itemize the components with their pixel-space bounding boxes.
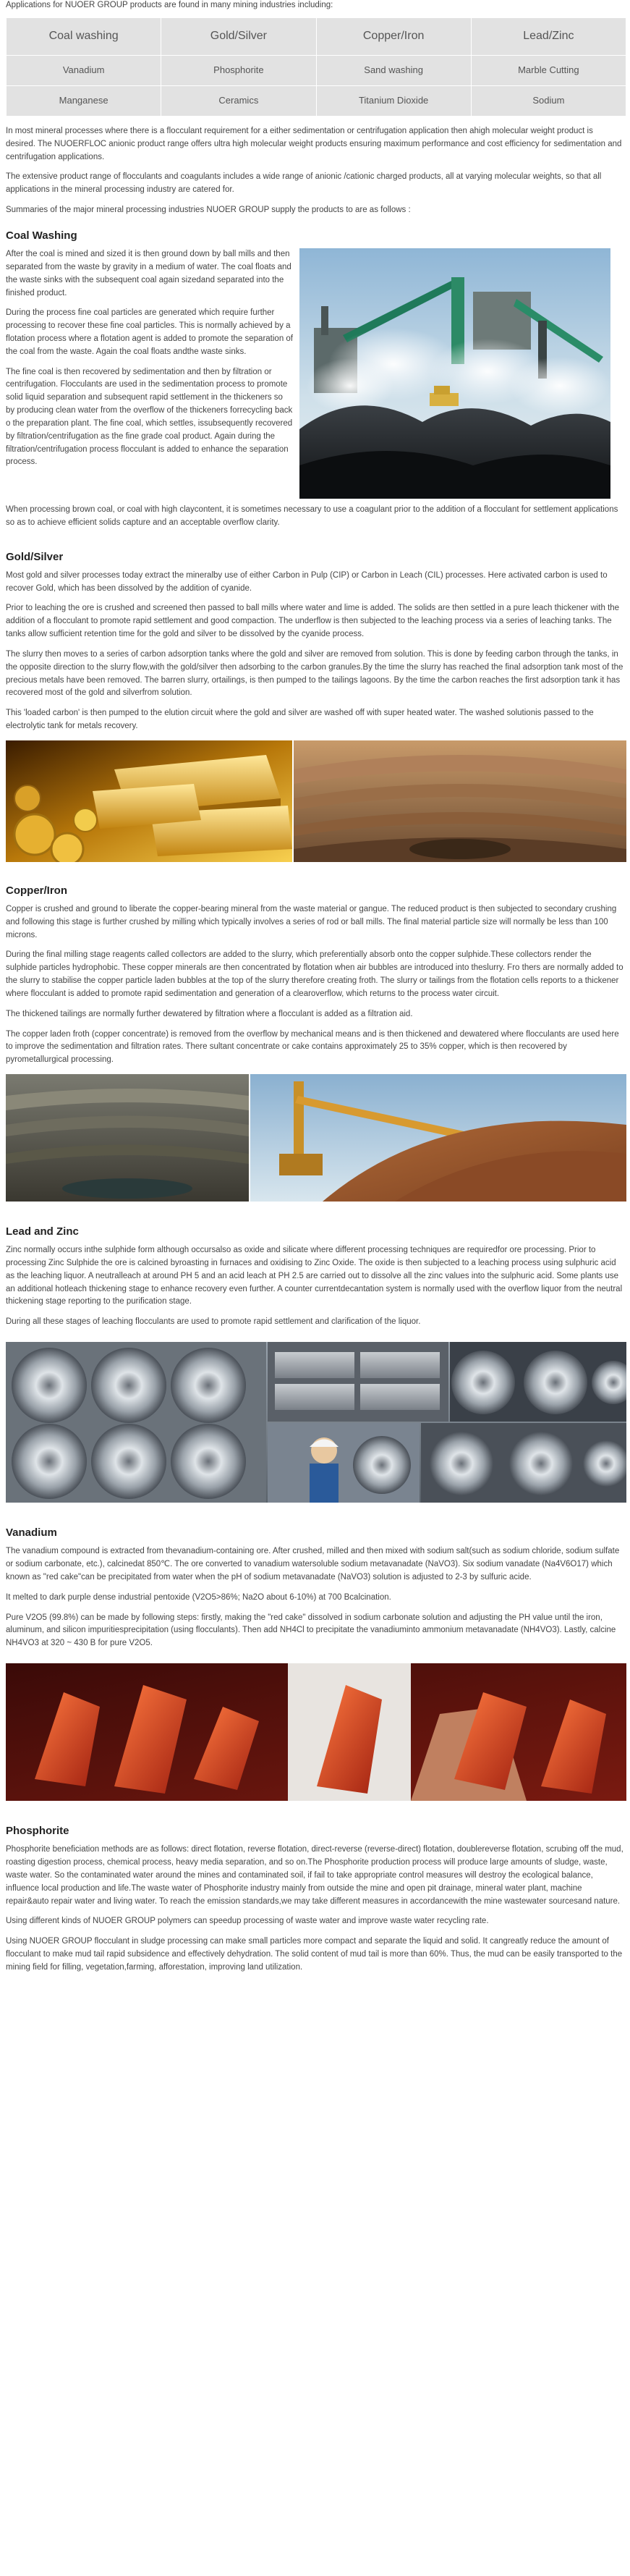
vanadinite-crystal-photo [6,1663,626,1801]
section-coal-washing [6,227,624,530]
open-pit-gold-mine-photo [294,740,626,862]
coal-washing-plant-photo [299,248,610,504]
industry-cell: Phosphorite [161,56,316,86]
coal-paragraph: After the coal is mined and sized it is then ground down by ball mills and then separated from the waste by gravity in a medium of water. The coal floats and the waste sinks with the subsequent coal again sizedand separated into the finished product. [6,250,291,297]
section-heading: Coal Washing [6,229,77,242]
copper-paragraph: During the final milling stage reagents called collectors are added to the slurry, which preferentially absorb onto the copper sulphide.These collectors render the sulphide particles hydrophobic. These copper minerals are then concentrated by flotation when air bubbles are introduced into theslurry. Fro thers are normally added to the slurry to stabilise the copper particle laden bubbles at the top of the slurry therefore creating froth. The slurry or tailings from the flotation cells reports to a thickener where flocculant is added to promote rapid sedimentation and generation of a clearoverflow, which returns to the process water circuit. [6,950,623,998]
steel-zinc-collage-photo [6,1342,626,1503]
phosphorite-paragraph: Phosphorite beneficiation methods are as follows: direct flotation, reverse flotation, direct-reverse (reverse-direct) flotation, doublereverse flotation, scrubing off the mud, roasting digestion process, chemical process, heavy media separation, and so on.The Phosphorite production process will produce large amounts of sludge, waste, waste water. So the contaminated water around the mines and contaminated soil, if fail to take appropriate control measures will destroy the ecological balance, influence local production and life.The waste water of Phosphorite industry mainly from outside the mine and open pit drainage, mineral water plant, machine repair&auto repair water and living water. To reach the emission standards,we may take different measures in accordancewith the mine wastewater sourcesand nature. [6,1845,623,1906]
vanadium-paragraph: Pure V2O5 (99.8%) can be made by following steps: firstly, making the "red cake" dissolved in sodium carbonate solution and adjusting the PH value until the iron, aluminum, and silicon impuritiesprecipitation (using flocculants). Then add NH4Cl to precipitate the vanadiuminto ammonium metavanadate (NH4VO3). Lastly, calcine NH4VO3 at 320 ~ 430 B for pure V2O5. [6,1613,616,1648]
section-phosphorite [6,1823,624,1975]
vanadium-photo-strip [6,1663,626,1801]
gold-bars-photo [6,740,292,862]
coal-paragraph: The fine coal is then recovered by sedimentation and then by filtration or centrifugation. Flocculants are used in the sedimentation process to promote solid liquid separation and subsequent rapid settlement in the thickeners so by producing clean water from the overflow of the thickeners forrecycling back o the preparation plant. The fine coal, which settles, issubsequently recovered by filtration/centrifugation as the fine grade coal product. Again during the filtration/centrifugation process flocculant is added to enhance the separation process. [6,367,293,467]
section-heading: Copper/Iron [6,884,67,897]
coal-paragraph: When processing brown coal, or coal with high claycontent, it is sometimes necessary to use a coagulant prior to the addition of a flocculant for settlement applications so as to achieve efficient solids capture and an acceptable overflow clarity. [6,504,618,527]
copper-photo-strip [6,1074,626,1202]
intro-paragraph: The extensive product range of flocculants and coagulants includes a wide range of anionic /cationic charged products, all at varying molecular weights, so that all applications in the mineral processing industry are catered for. [6,172,602,195]
industry-cell: Vanadium [7,56,161,86]
industry-cell: Manganese [7,86,161,117]
industry-cell: Lead/Zinc [471,18,626,56]
phosphorite-paragraph: Using different kinds of NUOER GROUP polymers can speedup processing of waste water and improve waste water recycling rate. [6,1917,489,1926]
grid-row [7,18,626,56]
lead-photo-strip [6,1342,626,1503]
industry-cell: Marble Cutting [471,56,626,86]
ore-stacker-pile-photo [250,1074,626,1202]
grid-row [7,56,626,86]
intro-paragraphs [6,125,624,217]
intro-lead: Applications for NUOER GROUP products are found in many mining industries including: [6,1,333,9]
industry-cell: Coal washing [7,18,161,56]
copper-paragraph: The thickened tailings are normally further dewatered by filtration where a flocculant is added as a filtration aid. [6,1009,413,1018]
section-lead-zinc [6,1223,624,1503]
coal-paragraph: During the process fine coal particles are generated which require further processing to recover these fine coal particles. This is normally achieved by a flotation process where a flotation agent is added to promote the separation of the coal from the waste. Again the coal floats andthe waste sinks. [6,308,294,356]
section-gold-silver [6,549,624,862]
gold-photo-strip [6,740,626,862]
copper-paragraph: Copper is crushed and ground to liberate the copper-bearing mineral from the waste material or gangue. The reduced product is then subjected to secondary crushing and following this stage is further crushed by milling which typically involves a series of rod or ball mills. The final material particle size will normally be less than 100 microns. [6,905,617,939]
gold-paragraph: Most gold and silver processes today extract the mineralby use of either Carbon in Pulp (CIP) or Carbon in Leach (CIL) processes. Here activated carbon is used to recover Gold, which has been dissolved by the addition of cyanide. [6,570,608,593]
industry-cell: Sand washing [316,56,471,86]
intro-paragraph: Summaries of the major mineral processing industries NUOER GROUP supply the products to are as follows : [6,206,411,215]
vanadium-paragraph: It melted to dark purple dense industrial pentoxide (V2O5>86%; Na2O about 6-10%) at 700 Bcalcination. [6,1592,391,1602]
section-heading: Gold/Silver [6,550,64,563]
industry-cell: Sodium [471,86,626,117]
vanadium-paragraph: The vanadium compound is extracted from thevanadium-containing ore. After crushed, milled and then mixed with sodium salt(such as sodium chloride, sodium sulfate or sodium carbonate, etc.), calcinedat 850℃. The ore converted to vanadium watersoluble sodium metavanadate (NaVO3). Six sodium vanadate (Na4V6O17) which known as "red cake"can be precipitated from water when the pH of sodium metavanadate (NaVO3) solution is adjusted to 2-3 by sulfuric acide. [6,1547,620,1582]
lead-paragraph: During all these stages of leaching flocculants are used to promote rapid settlement and clarification of the liquor. [6,1317,421,1327]
industry-grid [6,17,626,117]
industry-cell: Ceramics [161,86,316,117]
section-vanadium [6,1524,624,1801]
phosphorite-paragraph: Using NUOER GROUP flocculant in sludge processing can make small particles more compact and separate the liquid and solid. It cangreatly reduce the amount of flocculant to make mud tail rapid subsidence and effectively dehydration. The solid content of mud tail is more than 60%. Thus, the mud can be easily transported to the mining field for filling, vegetation,farming, afforestation, improving land utilization. [6,1937,623,1972]
lead-paragraph: Zinc normally occurs inthe sulphide form although occursalso as oxide and silicate where different processing techniques are requiredfor ore processing. Prior to processing Zinc Sulphide the ore is calcined byroasting in furnaces and oxidising to Zinc Oxide. The oxide is then subjected to a leaching process using sulphuric acid as the leaching liquor. A neutralleach at around PH 5 and an acid leach at PH 2.5 are carried out to dissolve all the zinc values into the sulphuric acid. Some plants use an additional hotleach thickening stage to enhance recovery even further. A counter currentdecantation system is normally used with the overflow liquor from the neutral thickening stage reporting to the purification stage. [6,1246,623,1306]
coal-text-column [6,248,294,476]
section-heading: Lead and Zinc [6,1225,79,1238]
industry-cell: Copper/Iron [316,18,471,56]
section-copper-iron [6,882,624,1202]
section-heading: Vanadium [6,1526,57,1540]
gold-paragraph: Prior to leaching the ore is crushed and screened then passed to ball mills where water and lime is added. The solids are then settled in a pure leach thickener with the addition of a flocculant to promote rapid settlement and good compaction. The underflow is then subjected to the leaching process via a series of leaching tanks. The tanks allow sufficient retention time for the gold and silver to be dissolved by the cyanide process. [6,604,620,639]
copper-paragraph: The copper laden froth (copper concentrate) is removed from the overflow by mechanical means and is then thickened and dewatered where flocculants are used here to improve the sedimentation and filtration rates. There sultant concentrate or cake contains approximately 25 to 35% copper, which is then recovered by pyrometallurgical processing. [6,1029,619,1065]
section-heading: Phosphorite [6,1825,69,1837]
grid-row [7,86,626,117]
gold-paragraph: The slurry then moves to a series of carbon adsorption tanks where the gold and silver are removed from solution. This is done by feeding carbon through the tanks, in the opposite direction to the slurry flow,with the gold/silver then adsorbing to the carbon granules.By the time the slurry has reached the final adsorption tank most of the precious metals have been removed. The barren slurry, ortailings, is then pumped to the tailings lagoons. By the time the carbon reaches the first adsorption tank it has recovered most of the gold and silverfrom solution. [6,649,623,698]
industry-cell: Titanium Dioxide [316,86,471,117]
industry-cell: Gold/Silver [161,18,316,56]
open-pit-copper-mine-photo [6,1074,249,1202]
gold-paragraph: This 'loaded carbon' is then pumped to the elution circuit where the gold and silver are washed off with super heated water. The washed solutionis passed to the electrolytic tank for metals recovery. [6,709,594,730]
intro-paragraph: In most mineral processes where there is a flocculant requirement for a either sedimentation or centrifugation application then ahigh molecular weight product is desired. The NUOERFLOC anionic product range offers ultra high molecular weight products ensuring maximum performance and cost efficiency for sedimentation and centrifugation applications. [6,127,622,161]
